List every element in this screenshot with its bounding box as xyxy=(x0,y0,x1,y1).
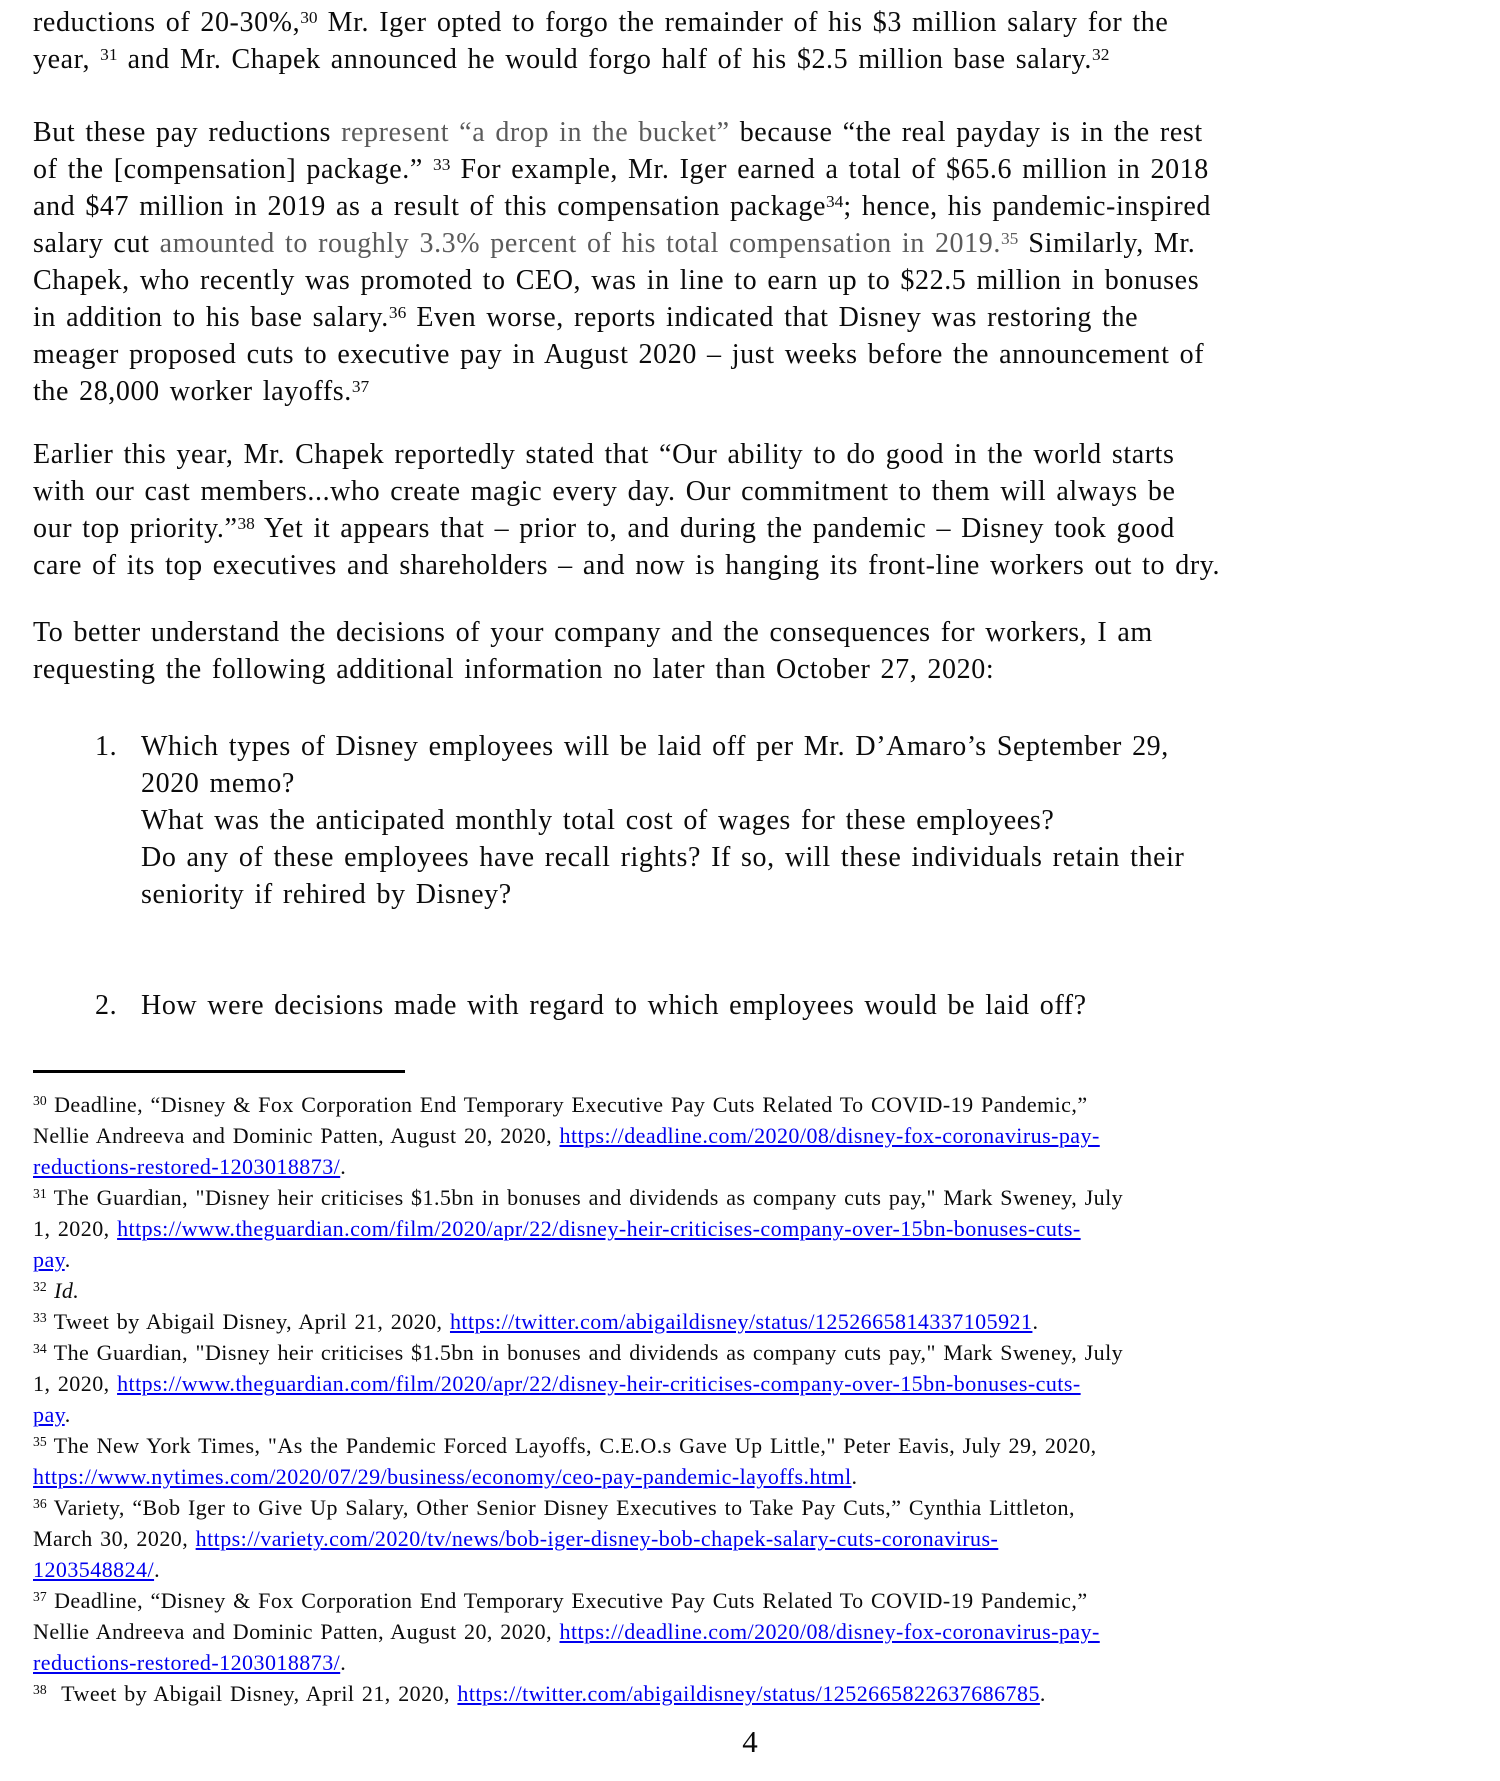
document-body xyxy=(33,4,1470,1024)
text-line xyxy=(33,262,1470,299)
text-run: Deadline, “Disney & Fox Corporation End Temporary Executive Pay Cuts Related To COVID-19 Pandemic,” xyxy=(46,1588,1088,1613)
text-line xyxy=(33,225,1470,262)
text-run: Similarly, Mr. xyxy=(1018,228,1196,259)
text-line xyxy=(141,728,1184,765)
superscript-ref: 33 xyxy=(433,154,451,174)
superscript-ref: 38 xyxy=(237,513,255,533)
text-run: To better understand the decisions of your company and the consequences for workers, I am xyxy=(33,617,1153,648)
text-line xyxy=(33,299,1470,336)
superscript-ref: 35 xyxy=(33,1434,47,1450)
text-run: But these pay reductions xyxy=(33,117,342,148)
text-run: Tweet by Abigail Disney, April 21, 2020, xyxy=(46,1309,450,1334)
text-line xyxy=(33,1430,1470,1461)
footnote-32 xyxy=(33,1275,1470,1306)
text-run: ; hence, his pandemic-inspired xyxy=(843,191,1211,222)
text-line xyxy=(33,473,1470,510)
text-run: . xyxy=(64,1247,71,1272)
text-run: in addition to his base salary. xyxy=(33,302,389,333)
text-run: Nellie Andreeva and Dominic Patten, August 20, 2020, xyxy=(33,1619,560,1644)
text-line xyxy=(33,1647,1470,1678)
footnote-36 xyxy=(33,1492,1470,1585)
text-run: . xyxy=(340,1650,347,1675)
text-line xyxy=(33,373,1470,410)
text-run: Which types of Disney employees will be laid off per Mr. D’Amaro’s September 29, xyxy=(141,731,1169,762)
superscript-ref: 37 xyxy=(351,376,370,396)
superscript-ref: 32 xyxy=(1092,44,1110,64)
footnote-35 xyxy=(33,1430,1470,1492)
text-line xyxy=(33,1213,1470,1244)
text-run: Yet it appears that – prior to, and during the pandemic – Disney took good xyxy=(254,513,1175,544)
superscript-ref: 35 xyxy=(1000,228,1019,248)
text-run: Even worse, reports indicated that Disney was restoring the xyxy=(406,302,1139,333)
text-run: What was the anticipated monthly total cost of wages for these employees? xyxy=(141,805,1055,836)
text-run: seniority if rehired by Disney? xyxy=(141,879,512,910)
hyperlink[interactable]: pay xyxy=(33,1402,65,1427)
hyperlink[interactable]: https://twitter.com/abigaildisney/status/1252665814337105921 xyxy=(449,1309,1033,1334)
text-run: . xyxy=(851,1464,858,1489)
text-line xyxy=(33,41,1470,78)
text-run: . xyxy=(1039,1681,1046,1706)
text-run: of the [compensation] package.” xyxy=(33,154,434,185)
text-line xyxy=(33,510,1470,547)
text-line xyxy=(141,802,1184,839)
superscript-ref: 34 xyxy=(825,191,844,211)
text-line xyxy=(33,4,1470,41)
superscript-ref: 30 xyxy=(33,1093,47,1109)
text-line xyxy=(33,547,1470,584)
text-line xyxy=(33,1182,1470,1213)
text-run: 1, 2020, xyxy=(33,1216,118,1241)
text-line xyxy=(33,1368,1470,1399)
text-run xyxy=(47,1278,54,1303)
list-item-text xyxy=(141,728,1184,913)
hyperlink[interactable]: https://www.theguardian.com/film/2020/apr/22/disney-heir-criticises-company-over-15bn-bonuses-cuts- xyxy=(117,1216,1081,1241)
text-line xyxy=(33,1151,1470,1182)
text-run: March 30, 2020, xyxy=(33,1526,196,1551)
text-line xyxy=(33,336,1470,373)
hyperlink[interactable]: https://www.theguardian.com/film/2020/apr/22/disney-heir-criticises-company-over-15bn-bonuses-cuts- xyxy=(117,1371,1081,1396)
text-run: and $47 million in 2019 as a result of this compensation package xyxy=(33,191,826,222)
superscript-ref: 34 xyxy=(33,1341,47,1357)
text-run: The Guardian, "Disney heir criticises $1.5bn in bonuses and dividends as company cuts pay," Mark Sweney, July xyxy=(46,1185,1124,1210)
text-run: amounted to roughly 3.3% percent of his total compensation in 2019. xyxy=(159,228,1001,259)
footnote-34 xyxy=(33,1337,1470,1430)
text-run: and Mr. Chapek announced he would forgo half of his $2.5 million base salary. xyxy=(117,44,1093,75)
text-line xyxy=(33,1120,1470,1151)
text-run: The New York Times, "As the Pandemic Forced Layoffs, C.E.O.s Gave Up Little," Peter Eavis, July 29, 2020, xyxy=(46,1433,1097,1458)
paragraph xyxy=(33,4,1470,78)
text-run: The Guardian, "Disney heir criticises $1.5bn in bonuses and dividends as company cuts pay," Mark Sweney, July xyxy=(46,1340,1124,1365)
text-line xyxy=(33,1275,1470,1306)
text-run: Do any of these employees have recall rights? If so, will these individuals retain their xyxy=(141,842,1185,873)
text-run: care of its top executives and shareholders – and now is hanging its front-line workers out to dry. xyxy=(33,550,1221,581)
text-run: Id. xyxy=(54,1278,80,1303)
text-line xyxy=(33,436,1470,473)
text-run: Tweet by Abigail Disney, April 21, 2020, xyxy=(46,1681,458,1706)
text-run: Mr. Iger opted to forgo the remainder of his $3 million salary for the xyxy=(317,7,1169,38)
text-run: meager proposed cuts to executive pay in August 2020 – just weeks before the announcement of xyxy=(33,339,1205,370)
footnote-separator xyxy=(33,1070,405,1073)
hyperlink[interactable]: https://deadline.com/2020/08/disney-fox-coronavirus-pay- xyxy=(559,1123,1100,1148)
text-line xyxy=(33,1089,1470,1120)
hyperlink[interactable]: https://variety.com/2020/tv/news/bob-iger-disney-bob-chapek-salary-cuts-coronavirus- xyxy=(195,1526,999,1551)
text-line xyxy=(33,151,1470,188)
footnote-30 xyxy=(33,1089,1470,1182)
text-run: Deadline, “Disney & Fox Corporation End Temporary Executive Pay Cuts Related To COVID-19 Pandemic,” xyxy=(46,1092,1088,1117)
text-run: . xyxy=(154,1557,161,1582)
hyperlink[interactable]: https://twitter.com/abigaildisney/status/1252665822637686785 xyxy=(457,1681,1040,1706)
text-run: Variety, “Bob Iger to Give Up Salary, Other Senior Disney Executives to Take Pay Cuts,” Cynthia Littleton, xyxy=(46,1495,1075,1520)
footnote-38 xyxy=(33,1678,1470,1709)
hyperlink[interactable]: https://deadline.com/2020/08/disney-fox-coronavirus-pay- xyxy=(559,1619,1100,1644)
text-line xyxy=(33,614,1470,651)
footnotes xyxy=(33,1089,1470,1709)
text-run: . xyxy=(1032,1309,1039,1334)
text-run: with our cast members...who create magic every day. Our commitment to them will always be xyxy=(33,476,1176,507)
text-run: salary cut xyxy=(33,228,160,259)
text-line xyxy=(33,1461,1470,1492)
list-item xyxy=(33,728,1470,913)
text-run: reductions of 20-30%, xyxy=(33,7,301,38)
footnote-33 xyxy=(33,1306,1470,1337)
text-run: because “the real payday is in the rest xyxy=(739,117,1203,148)
text-line xyxy=(33,1523,1470,1554)
paragraph xyxy=(33,436,1470,584)
superscript-ref: 33 xyxy=(33,1310,47,1326)
text-line xyxy=(33,1554,1470,1585)
superscript-ref: 32 xyxy=(33,1279,47,1295)
list-item-text xyxy=(141,987,1087,1024)
text-line xyxy=(141,765,1184,802)
hyperlink[interactable]: pay xyxy=(33,1247,65,1272)
superscript-ref: 36 xyxy=(33,1496,47,1512)
text-line xyxy=(33,1399,1470,1430)
superscript-ref: 31 xyxy=(100,44,118,64)
text-line xyxy=(33,1244,1470,1275)
text-line xyxy=(141,987,1087,1024)
text-run: the 28,000 worker layoffs. xyxy=(33,376,352,407)
text-line xyxy=(33,1492,1470,1523)
text-run: For example, Mr. Iger earned a total of $65.6 million in 2018 xyxy=(450,154,1209,185)
text-line xyxy=(33,1616,1470,1647)
text-run: our top priority.” xyxy=(33,513,238,544)
list-item xyxy=(33,987,1470,1024)
text-run: . xyxy=(340,1154,347,1179)
text-run: represent “a drop in the bucket” xyxy=(341,117,740,148)
footnote-area xyxy=(33,1070,1470,1709)
text-line xyxy=(33,1678,1470,1709)
text-run: 2020 memo? xyxy=(141,768,295,799)
paragraph xyxy=(33,114,1470,410)
text-line xyxy=(33,1306,1470,1337)
text-run: year, xyxy=(33,44,101,75)
text-line xyxy=(141,839,1184,876)
text-run: Nellie Andreeva and Dominic Patten, August 20, 2020, xyxy=(33,1123,560,1148)
text-line xyxy=(33,188,1470,225)
text-line xyxy=(33,1337,1470,1368)
hyperlink[interactable]: 1203548824/ xyxy=(33,1557,155,1582)
footnote-31 xyxy=(33,1182,1470,1275)
text-run: requesting the following additional information no later than October 27, 2020: xyxy=(33,654,995,685)
page-number: 4 xyxy=(742,1724,758,1759)
superscript-ref: 31 xyxy=(33,1186,47,1202)
footnote-37 xyxy=(33,1585,1470,1678)
text-run: 1, 2020, xyxy=(33,1371,118,1396)
paragraph xyxy=(33,614,1470,688)
superscript-ref: 37 xyxy=(33,1589,47,1605)
hyperlink[interactable]: reductions-restored-1203018873/ xyxy=(33,1650,341,1675)
hyperlink[interactable]: https://www.nytimes.com/2020/07/29/business/economy/ceo-pay-pandemic-layoffs.html xyxy=(33,1464,852,1489)
superscript-ref: 36 xyxy=(388,302,407,322)
superscript-ref: 30 xyxy=(300,7,318,27)
text-line xyxy=(141,876,1184,913)
hyperlink[interactable]: reductions-restored-1203018873/ xyxy=(33,1154,341,1179)
text-line xyxy=(33,651,1470,688)
text-run: . xyxy=(64,1402,71,1427)
text-line xyxy=(33,114,1470,151)
text-run: Earlier this year, Mr. Chapek reportedly stated that “Our ability to do good in the world starts xyxy=(33,439,1175,470)
list-number: 2. xyxy=(95,990,118,1021)
text-run: How were decisions made with regard to which employees would be laid off? xyxy=(141,990,1087,1021)
text-line xyxy=(33,1585,1470,1616)
text-run: Chapek, who recently was promoted to CEO, was in line to earn up to $22.5 million in bonuses xyxy=(33,265,1200,296)
superscript-ref: 38 xyxy=(33,1682,47,1698)
list-number: 1. xyxy=(95,731,118,762)
